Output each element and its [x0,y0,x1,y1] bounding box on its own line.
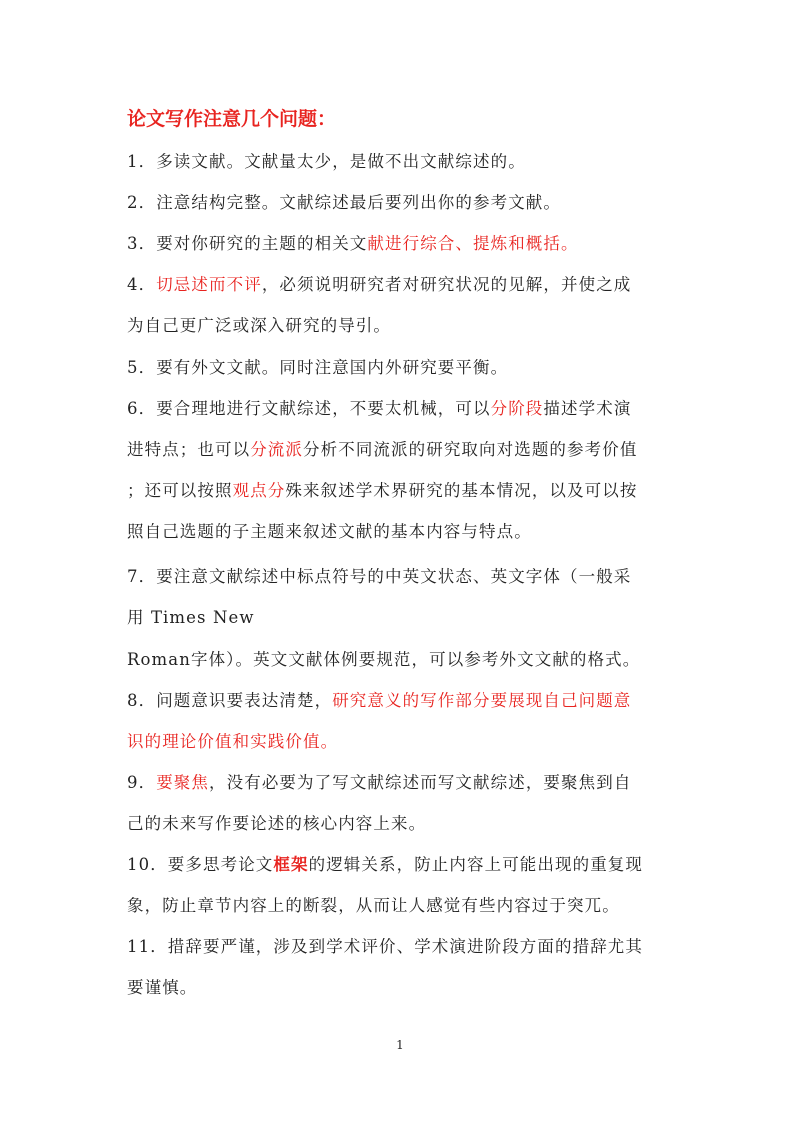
text-segment: 为自己更广泛或深入研究的导引。 [127,316,391,335]
highlighted-text: 要聚焦 [156,773,210,792]
text-segment: 描述学术演 [543,399,632,418]
text-segment: 用 Times New [127,608,255,627]
text-segment: 殊来叙述学术界研究的基本情况，以及可以按 [285,481,638,500]
text-segment: 象，防止章节内容上的断裂，从而让人感觉有些内容过于突兀。 [127,896,620,915]
text-segment: ；还可以按照 [127,481,233,500]
text-segment: Roman字体）。英文文献体例要规范，可以参考外文文献的格式。 [127,650,641,669]
text-line [127,356,508,380]
text-segment: ，没有必要为了写文献综述而写文献综述，要聚焦到自 [209,773,632,792]
text-line [127,730,338,754]
text-segment: 分析不同流派的研究取向对选题的参考价值 [303,440,638,459]
text-line [127,438,637,462]
text-segment: 7．要注意文献综述中标点符号的中英文状态、英文字体（一般采 [127,567,632,586]
text-line [127,520,532,544]
text-line [127,606,255,630]
text-line [127,812,426,836]
text-segment: 1．多读文献。文献量太少，是做不出文献综述的。 [127,152,526,171]
highlighted-text: 切忌述而不评 [156,275,262,294]
text-line [127,648,640,672]
text-line [127,894,620,918]
text-segment: ，必须说明研究者对研究状况的见解，并使之成 [261,275,632,294]
text-line [127,150,526,174]
highlighted-text: 观点分 [232,481,286,500]
text-segment: 10．要多思考论文 [127,855,274,874]
text-line [127,935,643,959]
text-segment: 3．要对你研究的主题的相关文 [127,234,368,253]
highlighted-text: 分流派 [250,440,304,459]
text-line [127,689,631,713]
text-line [127,397,631,421]
highlighted-text: 框架 [273,855,309,874]
highlighted-text: 分阶段 [490,399,544,418]
highlighted-text: 识的理论价值和实践价值。 [127,732,339,751]
text-segment: 照自己选题的子主题来叙述文献的基本内容与特点。 [127,522,532,541]
highlighted-text: 研究意义的写作部分要展现自己问题意 [332,691,632,710]
text-segment: 要谨慎。 [127,978,198,997]
text-segment: 9． [127,773,157,792]
text-segment: 2．注意结构完整。文献综述最后要列出你的参考文献。 [127,193,561,212]
text-line [127,976,197,1000]
text-segment: 6．要合理地进行文献综述，不要太机械，可以 [127,399,491,418]
text-segment: 8．问题意识要表达清楚， [127,691,333,710]
text-line [127,232,579,256]
text-segment: 11．措辞要严谨，涉及到学术评价、学术演进阶段方面的措辞尤其 [127,937,643,956]
page-number: 1 [396,1038,404,1052]
text-segment: 5．要有外文文献。同时注意国内外研究要平衡。 [127,358,509,377]
highlighted-text: 献进行综合、提炼和概括。 [367,234,579,253]
text-line [127,771,631,795]
text-line [127,853,643,877]
text-segment: 4． [127,275,157,294]
page-title: 论文写作注意几个问题： [127,108,337,130]
text-line [127,191,561,215]
text-line [127,565,631,589]
text-line [127,273,631,297]
text-line [127,314,391,338]
text-segment: 的逻辑关系，防止内容上可能出现的重复现 [308,855,644,874]
text-line [127,479,637,503]
text-segment: 进特点；也可以 [127,440,251,459]
text-segment: 己的未来写作要论述的核心内容上来。 [127,814,427,833]
